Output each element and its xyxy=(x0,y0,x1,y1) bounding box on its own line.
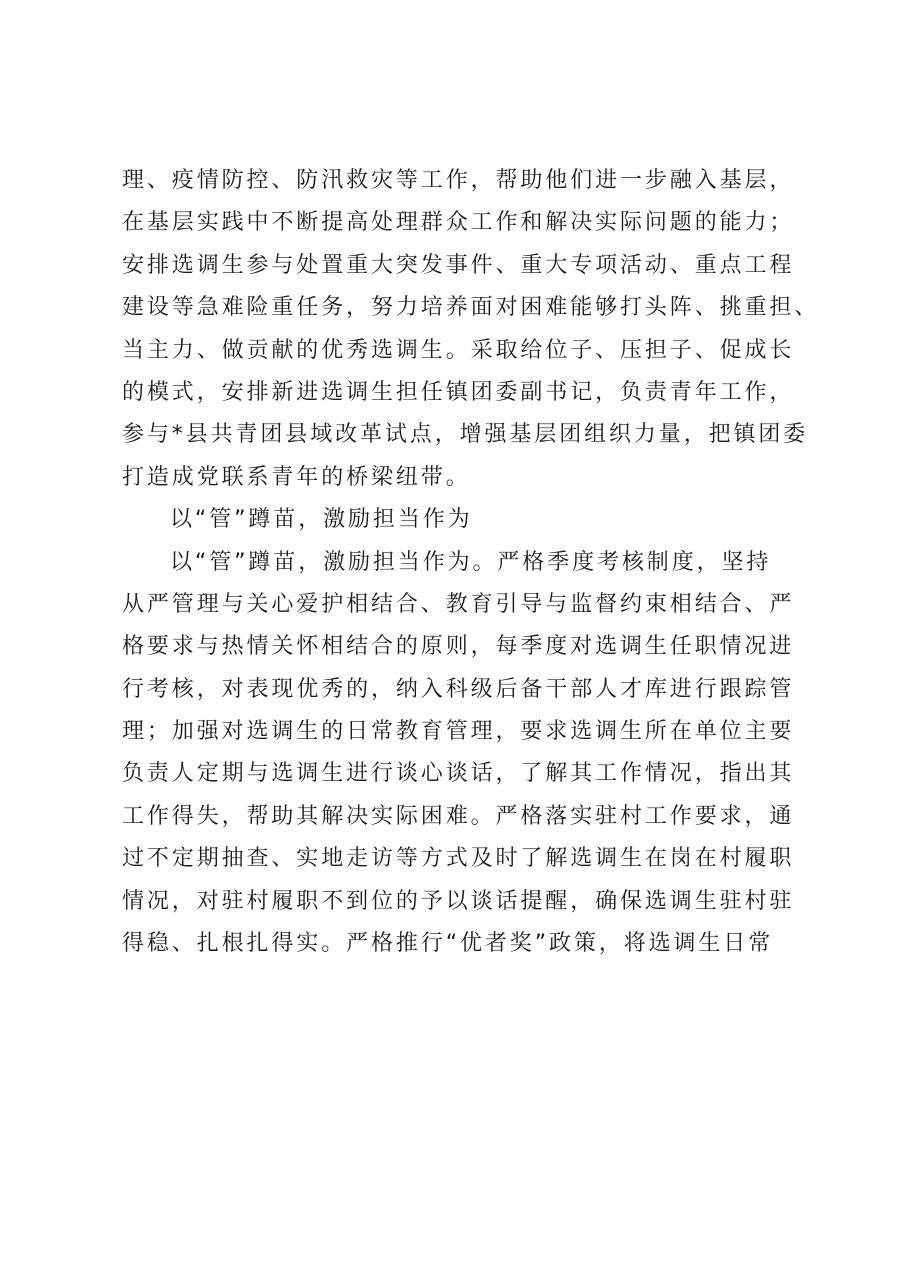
text-line: 建设等急难险重任务，努力培养面对困难能够打头阵、挑重担、 xyxy=(122,295,820,321)
text-line: 格要求与热情关怀相结合的原则，每季度对选调生任职情况进 xyxy=(122,634,795,660)
text-line: 参与*县共青团县域改革试点，增强基层团组织力量，把镇团委 xyxy=(122,422,809,448)
text-line: 负责人定期与选调生进行谈心谈话，了解其工作情况，指出其 xyxy=(122,761,795,787)
text-line: 工作得失，帮助其解决实际困难。严格落实驻村工作要求，通 xyxy=(122,803,795,829)
text-line: 过不定期抽查、实地走访等方式及时了解选调生在岗在村履职 xyxy=(122,846,795,872)
paragraph-2 xyxy=(122,542,822,966)
text-line: 从严管理与关心爱护相结合、教育引导与监督约束相结合、严 xyxy=(122,591,795,617)
paragraph-1 xyxy=(122,160,822,499)
text-line: 以“管”蹲苗，激励担当作为。严格季度考核制度，坚持 xyxy=(170,549,772,575)
text-line: 打造成党联系青年的桥梁纽带。 xyxy=(122,464,471,490)
text-line: 当主力、做贡献的优秀选调生。采取给位子、压担子、促成长 xyxy=(122,337,795,363)
text-line: 行考核，对表现优秀的，纳入科级后备干部人才库进行跟踪管 xyxy=(122,676,795,702)
text-line: 得稳、扎根扎得实。严格推行“优者奖”政策，将选调生日常 xyxy=(122,931,774,957)
text-line: 理；加强对选调生的日常教育管理，要求选调生所在单位主要 xyxy=(122,719,795,745)
text-line: 的模式，安排新进选调生担任镇团委副书记，负责青年工作， xyxy=(122,379,795,405)
text-line: 理、疫情防控、防汛救灾等工作，帮助他们进一步融入基层， xyxy=(122,168,795,193)
section-heading: 以“管”蹲苗，激励担当作为 xyxy=(170,507,473,533)
text-line: 安排选调生参与处置重大突发事件、重大专项活动、重点工程 xyxy=(122,252,795,278)
document-body xyxy=(122,160,822,965)
text-line: 在基层实践中不断提高处理群众工作和解决实际问题的能力； xyxy=(122,210,795,236)
text-line: 情况，对驻村履职不到位的予以谈话提醒，确保选调生驻村驻 xyxy=(122,888,795,914)
